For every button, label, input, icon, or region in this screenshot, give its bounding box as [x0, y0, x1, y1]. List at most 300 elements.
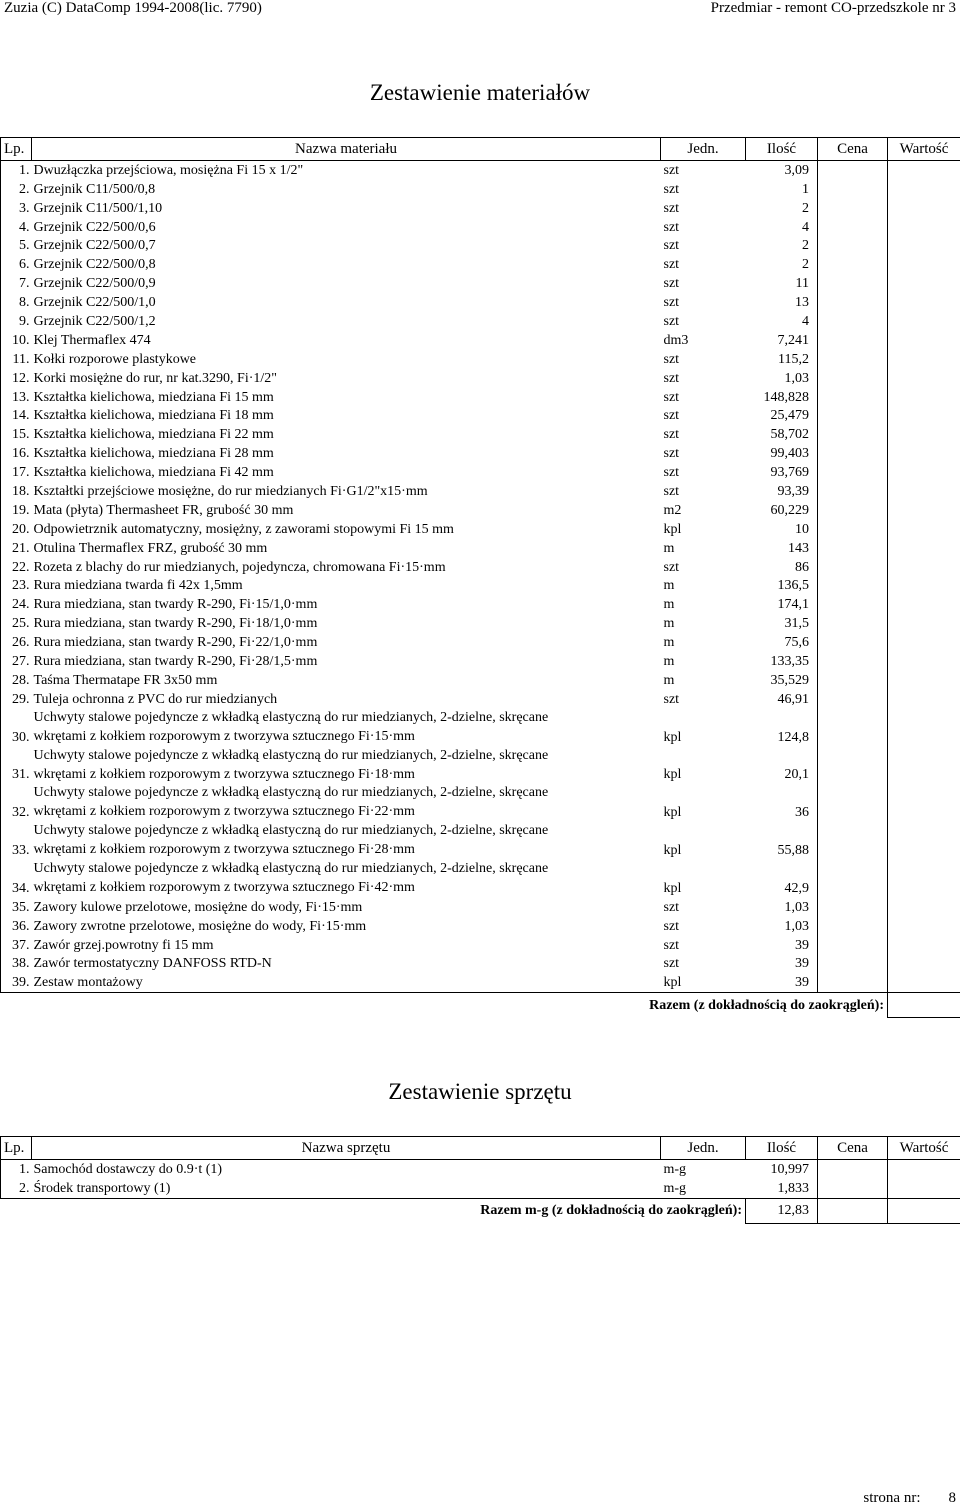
- row-name-line2: wkrętami z kołkiem rozporowym z tworzywa sztucznego Fi·22·mm: [33, 804, 415, 820]
- row-price: [818, 614, 888, 633]
- row-lp: 1.: [1, 161, 32, 180]
- row-lp: 31.: [1, 747, 32, 785]
- col-value: Wartość: [888, 1137, 960, 1160]
- row-name: Tuleja ochronna z PVC do rur miedzianych: [33, 691, 278, 707]
- row-qty: 39: [795, 956, 809, 972]
- row-price: [818, 425, 888, 444]
- row-value: [888, 917, 960, 936]
- row-name: Grzejnik C22/500/0,9: [33, 276, 156, 292]
- row-lp: 8.: [1, 293, 32, 312]
- row-name: Zawór grzej.powrotny fi 15 mm: [33, 937, 214, 953]
- row-name: Klej Thermaflex 474: [33, 332, 151, 348]
- table-row: [1, 558, 960, 577]
- row-lp: 35.: [1, 898, 32, 917]
- row-qty: 25,479: [770, 408, 809, 424]
- row-unit: kpl: [663, 880, 682, 896]
- col-price: Cena: [818, 138, 888, 161]
- row-qty: 35,529: [770, 672, 809, 688]
- row-unit: m: [663, 635, 675, 651]
- row-unit: szt: [663, 691, 680, 707]
- materials-total-label: Razem (z dokładnością do zaokrągleń):: [649, 997, 884, 1013]
- row-qty: 60,229: [770, 502, 809, 518]
- row-value: [888, 237, 960, 256]
- row-qty: 31,5: [784, 616, 809, 632]
- table-row: [1, 1160, 960, 1179]
- row-unit: kpl: [663, 521, 682, 537]
- col-name: Nazwa materiału: [32, 138, 661, 161]
- row-price: [818, 784, 888, 822]
- row-name: Kształtka kielichowa, miedziana Fi 18 mm: [33, 408, 274, 424]
- row-unit: szt: [663, 257, 680, 273]
- row-value: [888, 558, 960, 577]
- row-lp: 33.: [1, 822, 32, 860]
- row-lp: 3.: [1, 199, 32, 218]
- row-name: Korki mosiężne do rur, nr kat.3290, Fi·1/2": [33, 370, 278, 386]
- row-unit: m: [663, 597, 675, 613]
- row-name: [32, 860, 661, 898]
- row-value: [888, 482, 960, 501]
- row-price: [818, 671, 888, 690]
- row-value: [888, 331, 960, 350]
- row-lp: 16.: [1, 444, 32, 463]
- row-name: Rura miedziana, stan twardy R-290, Fi·15/1,0·mm: [33, 597, 318, 613]
- row-name: Grzejnik C22/500/1,2: [33, 314, 156, 330]
- row-name: Kształtka kielichowa, miedziana Fi 22 mm: [33, 427, 274, 443]
- row-unit: szt: [663, 899, 680, 915]
- row-qty: 7,241: [777, 332, 809, 348]
- row-unit: m: [663, 616, 675, 632]
- row-name: Grzejnik C22/500/1,0: [33, 295, 156, 311]
- row-lp: 22.: [1, 558, 32, 577]
- row-unit: szt: [663, 918, 680, 934]
- row-unit: szt: [663, 181, 680, 197]
- table-row: [1, 331, 960, 350]
- row-price: [818, 577, 888, 596]
- equipment-total-price: [818, 1198, 888, 1223]
- table-row: [1, 898, 960, 917]
- page-footer: [863, 1490, 956, 1507]
- table-row: [1, 860, 960, 898]
- row-price: [818, 709, 888, 747]
- equipment-title: Zestawienie sprzętu: [388, 1079, 572, 1104]
- row-price: [818, 350, 888, 369]
- row-lp: 19.: [1, 501, 32, 520]
- equipment-total-row: [1, 1198, 960, 1223]
- row-qty: 10: [795, 521, 809, 537]
- row-name: [32, 822, 661, 860]
- row-name: Kształtki przejściowe mosiężne, do rur miedzianych Fi·G1/2"x15·mm: [33, 484, 428, 500]
- table-row: [1, 350, 960, 369]
- row-price: [818, 633, 888, 652]
- row-value: [888, 709, 960, 747]
- materials-table: [0, 137, 960, 1018]
- row-lp: 2.: [1, 1179, 32, 1198]
- row-value: [888, 501, 960, 520]
- row-value: [888, 350, 960, 369]
- table-row: [1, 369, 960, 388]
- table-row: [1, 973, 960, 992]
- row-qty: 3,09: [784, 162, 809, 178]
- row-lp: 30.: [1, 709, 32, 747]
- row-name-line2: wkrętami z kołkiem rozporowym z tworzywa sztucznego Fi·15·mm: [33, 728, 415, 744]
- row-unit: m-g: [663, 1161, 687, 1177]
- table-row: [1, 614, 960, 633]
- row-qty: 20,1: [784, 767, 809, 783]
- col-lp: Lp.: [1, 1137, 32, 1160]
- table-row: [1, 255, 960, 274]
- row-unit: szt: [663, 200, 680, 216]
- row-name: [32, 784, 661, 822]
- row-value: [888, 255, 960, 274]
- row-value: [888, 369, 960, 388]
- row-price: [818, 898, 888, 917]
- row-name: Zawory zwrotne przelotowe, mosiężne do wody, Fi·15·mm: [33, 918, 367, 934]
- col-price: Cena: [818, 1137, 888, 1160]
- equipment-header-row: [1, 1137, 960, 1160]
- table-row: [1, 936, 960, 955]
- table-row: [1, 671, 960, 690]
- row-price: [818, 1179, 888, 1198]
- table-row: [1, 955, 960, 974]
- row-name: Grzejnik C11/500/0,8: [33, 181, 156, 197]
- row-name: Grzejnik C22/500/0,8: [33, 257, 156, 273]
- row-value: [888, 218, 960, 237]
- row-qty: 2: [802, 238, 809, 254]
- row-value: [888, 425, 960, 444]
- equipment-total-qty: 12,83: [746, 1198, 818, 1223]
- row-qty: 93,769: [770, 465, 809, 481]
- row-price: [818, 1160, 888, 1179]
- row-name: Kształtka kielichowa, miedziana Fi 42 mm: [33, 465, 274, 481]
- row-qty: 75,6: [784, 635, 809, 651]
- row-lp: 38.: [1, 955, 32, 974]
- row-qty: 4: [802, 314, 809, 330]
- table-row: [1, 539, 960, 558]
- table-row: [1, 388, 960, 407]
- row-value: [888, 784, 960, 822]
- row-name: Kołki rozporowe plastykowe: [33, 351, 197, 367]
- row-unit: kpl: [663, 767, 682, 783]
- row-unit: szt: [663, 219, 680, 235]
- row-lp: 29.: [1, 690, 32, 709]
- materials-header-row: [1, 138, 960, 161]
- table-row: [1, 161, 960, 180]
- table-row: [1, 520, 960, 539]
- row-lp: 15.: [1, 425, 32, 444]
- row-unit: szt: [663, 370, 680, 386]
- row-name: Taśma Thermatape FR 3x50 mm: [33, 672, 218, 688]
- row-name-line2: wkrętami z kołkiem rozporowym z tworzywa sztucznego Fi·18·mm: [33, 766, 415, 782]
- row-unit: szt: [663, 238, 680, 254]
- row-lp: 34.: [1, 860, 32, 898]
- row-qty: 1,03: [784, 918, 809, 934]
- row-value: [888, 199, 960, 218]
- row-value: [888, 652, 960, 671]
- table-row: [1, 199, 960, 218]
- row-qty: 1,03: [784, 370, 809, 386]
- row-name-line1: Uchwyty stalowe pojedyncze z wkładką elastyczną do rur miedzianych, 2-dzielne, skręcane: [33, 823, 549, 839]
- table-row: [1, 274, 960, 293]
- materials-total-value: [888, 993, 960, 1018]
- row-qty: 2: [802, 200, 809, 216]
- row-value: [888, 898, 960, 917]
- row-price: [818, 595, 888, 614]
- row-price: [818, 936, 888, 955]
- header-document-title: Przedmiar - remont CO-przedszkole nr 3: [710, 0, 956, 16]
- row-price: [818, 690, 888, 709]
- row-lp: 2.: [1, 180, 32, 199]
- row-price: [818, 539, 888, 558]
- row-name: [32, 709, 661, 747]
- row-value: [888, 520, 960, 539]
- row-unit: szt: [663, 559, 680, 575]
- table-row: [1, 822, 960, 860]
- row-value: [888, 161, 960, 180]
- row-name: Środek transportowy (1): [32, 1179, 661, 1198]
- row-qty: 148,828: [763, 389, 809, 405]
- table-row: [1, 218, 960, 237]
- row-price: [818, 255, 888, 274]
- row-value: [888, 936, 960, 955]
- row-price: [818, 218, 888, 237]
- table-row: [1, 482, 960, 501]
- row-lp: 36.: [1, 917, 32, 936]
- equipment-table: [0, 1136, 960, 1224]
- col-value: Wartość: [888, 138, 960, 161]
- row-qty: 58,702: [770, 427, 809, 443]
- row-value: [888, 955, 960, 974]
- equipment-body: [1, 1160, 960, 1199]
- row-qty: 42,9: [784, 880, 809, 896]
- row-unit: szt: [663, 937, 680, 953]
- row-lp: 28.: [1, 671, 32, 690]
- row-lp: 23.: [1, 577, 32, 596]
- row-value: [888, 614, 960, 633]
- row-unit: szt: [663, 351, 680, 367]
- row-unit: m: [663, 654, 675, 670]
- row-qty: 55,88: [777, 843, 809, 859]
- row-price: [818, 747, 888, 785]
- row-lp: 37.: [1, 936, 32, 955]
- row-name: [32, 747, 661, 785]
- row-lp: 5.: [1, 237, 32, 256]
- table-row: [1, 463, 960, 482]
- row-unit: szt: [663, 465, 680, 481]
- col-lp: Lp.: [1, 138, 32, 161]
- row-price: [818, 520, 888, 539]
- page-label: strona nr:: [863, 1490, 921, 1506]
- row-value: [888, 822, 960, 860]
- row-qty: 1: [802, 181, 809, 197]
- row-name: Dwuzłączka przejściowa, mosiężna Fi 15 x 1/2": [33, 162, 304, 178]
- row-qty: 174,1: [777, 597, 809, 613]
- row-price: [818, 180, 888, 199]
- table-row: [1, 577, 960, 596]
- row-value: [888, 595, 960, 614]
- row-name: Grzejnik C22/500/0,6: [33, 219, 156, 235]
- row-value: [888, 444, 960, 463]
- row-unit: szt: [663, 427, 680, 443]
- equipment-total-value: [888, 1198, 960, 1223]
- row-lp: 11.: [1, 350, 32, 369]
- table-row: [1, 444, 960, 463]
- materials-title: Zestawienie materiałów: [369, 80, 591, 105]
- row-name-line1: Uchwyty stalowe pojedyncze z wkładką elastyczną do rur miedzianych, 2-dzielne, skręcane: [33, 709, 549, 725]
- row-value: [888, 860, 960, 898]
- row-unit: szt: [663, 314, 680, 330]
- row-value: [888, 539, 960, 558]
- row-lp: 21.: [1, 539, 32, 558]
- row-name: Rura miedziana twarda fi 42x 1,5mm: [33, 578, 243, 594]
- row-unit: m: [663, 540, 675, 556]
- row-price: [818, 463, 888, 482]
- table-row: [1, 1179, 960, 1198]
- table-row: [1, 501, 960, 520]
- row-name: Rura miedziana, stan twardy R-290, Fi·18/1,0·mm: [33, 616, 318, 632]
- table-row: [1, 293, 960, 312]
- table-row: [1, 425, 960, 444]
- row-lp: 9.: [1, 312, 32, 331]
- row-unit: szt: [663, 162, 680, 178]
- row-qty: 133,35: [770, 654, 809, 670]
- row-lp: 27.: [1, 652, 32, 671]
- row-unit: szt: [663, 276, 680, 292]
- col-qty: Ilość: [746, 1137, 818, 1160]
- row-unit: kpl: [661, 973, 746, 992]
- table-row: [1, 690, 960, 709]
- row-qty: 93,39: [777, 484, 809, 500]
- table-row: [1, 784, 960, 822]
- row-price: [818, 237, 888, 256]
- row-lp: 39.: [1, 973, 32, 992]
- row-lp: 1.: [1, 1160, 32, 1179]
- row-name: Mata (płyta) Thermasheet FR, grubość 30 mm: [33, 502, 294, 518]
- row-value: [888, 633, 960, 652]
- row-lp: 25.: [1, 614, 32, 633]
- row-lp: 4.: [1, 218, 32, 237]
- row-lp: 14.: [1, 407, 32, 426]
- materials-body: [1, 161, 960, 993]
- row-price: [818, 860, 888, 898]
- row-price: [818, 444, 888, 463]
- row-price: [818, 274, 888, 293]
- row-price: [818, 331, 888, 350]
- row-value: [888, 312, 960, 331]
- row-name: Zawory kulowe przelotowe, mosiężne do wody, Fi·15·mm: [33, 899, 363, 915]
- row-unit: dm3: [663, 332, 689, 348]
- row-price: [818, 973, 888, 992]
- table-row: [1, 709, 960, 747]
- row-qty: 143: [788, 540, 809, 556]
- row-unit: szt: [663, 446, 680, 462]
- row-qty: 86: [795, 559, 809, 575]
- row-qty: 136,5: [777, 578, 809, 594]
- row-unit: m-g: [661, 1179, 746, 1198]
- row-qty: 4: [802, 219, 809, 235]
- row-price: [818, 293, 888, 312]
- row-value: [888, 388, 960, 407]
- row-value: [888, 1179, 960, 1198]
- row-qty: 13: [795, 295, 809, 311]
- row-value: [888, 463, 960, 482]
- row-qty: 1,833: [746, 1179, 818, 1198]
- table-row: [1, 407, 960, 426]
- row-price: [818, 161, 888, 180]
- table-row: [1, 237, 960, 256]
- table-row: [1, 917, 960, 936]
- materials-total-row: [1, 993, 960, 1018]
- page-number: 8: [948, 1490, 956, 1506]
- row-value: [888, 747, 960, 785]
- row-name: Rura miedziana, stan twardy R-290, Fi·22/1,0·mm: [33, 635, 318, 651]
- row-lp: 13.: [1, 388, 32, 407]
- row-unit: m: [663, 578, 675, 594]
- row-unit: kpl: [663, 843, 682, 859]
- row-unit: kpl: [663, 729, 682, 745]
- row-lp: 20.: [1, 520, 32, 539]
- row-unit: m2: [663, 502, 682, 518]
- row-value: [888, 274, 960, 293]
- row-name: Kształtka kielichowa, miedziana Fi 28 mm: [33, 446, 274, 462]
- row-name: Grzejnik C22/500/0,7: [33, 238, 156, 254]
- row-price: [818, 482, 888, 501]
- table-row: [1, 595, 960, 614]
- table-row: [1, 747, 960, 785]
- row-price: [818, 388, 888, 407]
- row-qty: 10,997: [770, 1161, 809, 1177]
- row-name: Rura miedziana, stan twardy R-290, Fi·28/1,5·mm: [33, 654, 318, 670]
- row-lp: 12.: [1, 369, 32, 388]
- row-unit: szt: [663, 295, 680, 311]
- row-lp: 17.: [1, 463, 32, 482]
- row-value: [888, 671, 960, 690]
- row-value: [888, 577, 960, 596]
- col-unit: Jedn.: [661, 138, 746, 161]
- row-name: Otulina Thermaflex FRZ, grubość 30 mm: [33, 540, 268, 556]
- table-row: [1, 652, 960, 671]
- row-value: [888, 973, 960, 992]
- row-price: [818, 312, 888, 331]
- row-qty: 99,403: [770, 446, 809, 462]
- row-price: [818, 822, 888, 860]
- row-unit: kpl: [663, 805, 682, 821]
- header-program-info: Zuzia (C) DataComp 1994-2008(lic. 7790): [4, 0, 262, 16]
- row-qty: 2: [802, 257, 809, 273]
- row-unit: szt: [663, 484, 680, 500]
- row-qty: 36: [795, 805, 809, 821]
- row-price: [818, 407, 888, 426]
- row-price: [818, 501, 888, 520]
- table-row: [1, 180, 960, 199]
- row-lp: 24.: [1, 595, 32, 614]
- row-qty: 46,91: [777, 691, 809, 707]
- row-lp: 6.: [1, 255, 32, 274]
- row-qty: 39: [746, 973, 818, 992]
- row-name-line1: Uchwyty stalowe pojedyncze z wkładką elastyczną do rur miedzianych, 2-dzielne, skręcane: [33, 861, 549, 877]
- row-name: Zestaw montażowy: [32, 973, 661, 992]
- col-unit: Jedn.: [661, 1137, 746, 1160]
- row-value: [888, 690, 960, 709]
- row-value: [888, 180, 960, 199]
- row-name: Grzejnik C11/500/1,10: [33, 200, 163, 216]
- row-name: Kształtka kielichowa, miedziana Fi 15 mm: [33, 389, 274, 405]
- col-name: Nazwa sprzętu: [32, 1137, 661, 1160]
- table-row: [1, 312, 960, 331]
- row-lp: 26.: [1, 633, 32, 652]
- row-name-line1: Uchwyty stalowe pojedyncze z wkładką elastyczną do rur miedzianych, 2-dzielne, skręcane: [33, 785, 549, 801]
- row-qty: 39: [795, 937, 809, 953]
- row-qty: 124,8: [777, 729, 809, 745]
